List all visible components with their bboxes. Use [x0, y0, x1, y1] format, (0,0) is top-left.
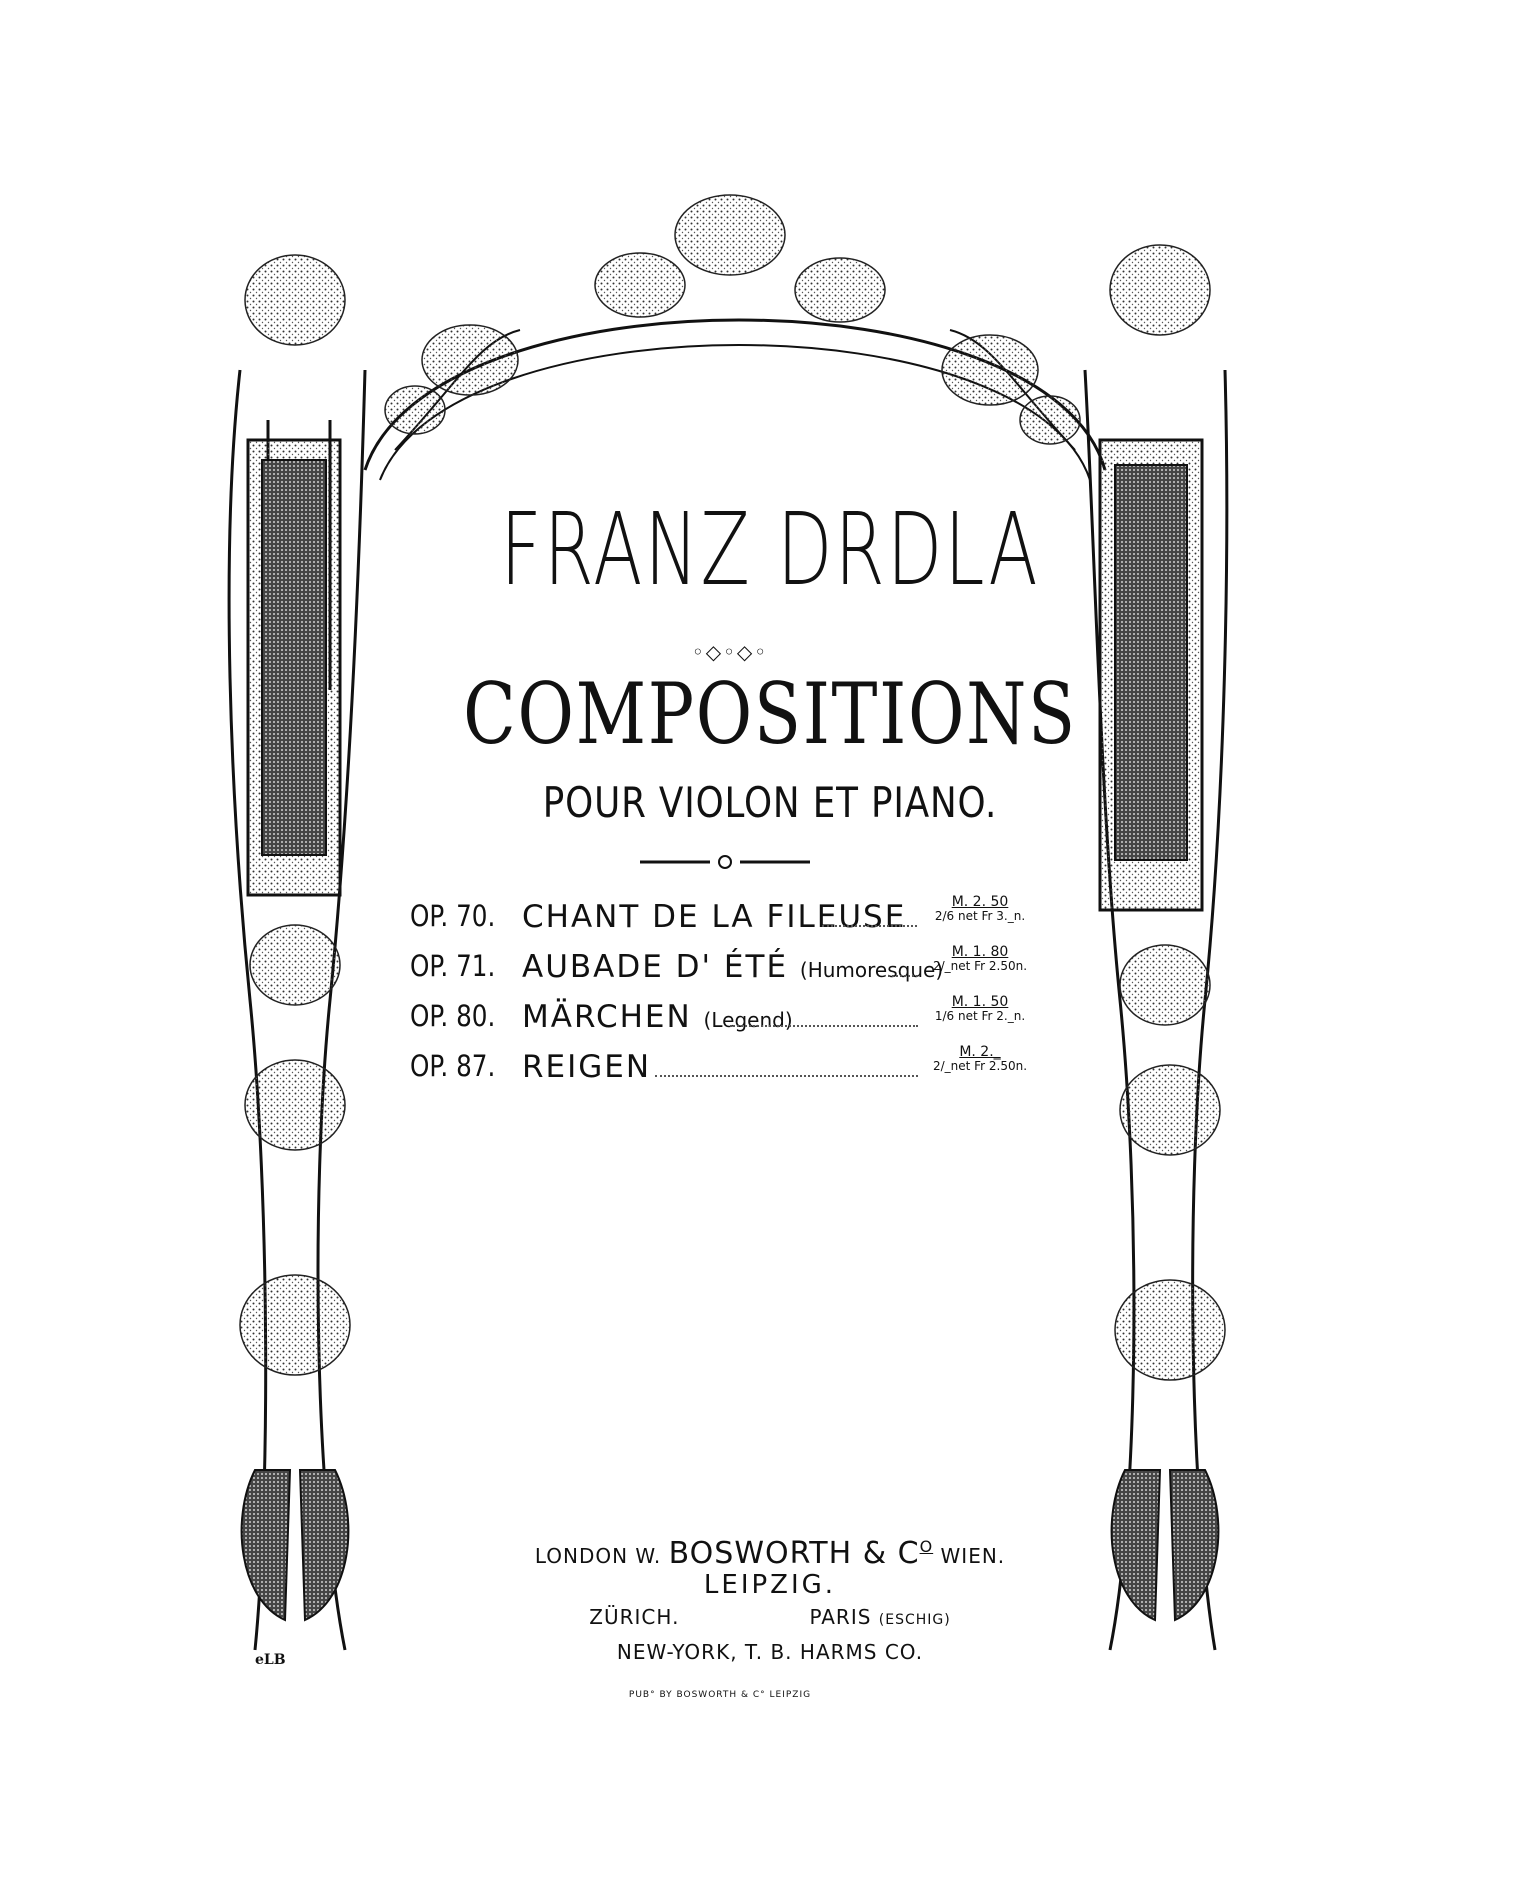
heading: COMPOSITIONS	[463, 665, 1077, 763]
leader-dots	[888, 963, 918, 977]
works-list	[410, 895, 1050, 1095]
work-price	[925, 945, 1035, 972]
opus-number: OP. 71.	[410, 949, 496, 983]
price-mark: M. 2._	[959, 1044, 1001, 1060]
publisher-zurich: ZÜRICH.	[589, 1605, 680, 1629]
left-landscape-image	[262, 460, 326, 855]
right-landscape-image	[1115, 465, 1187, 860]
work-title-text: AUBADE D' ÉTÉ	[522, 949, 789, 985]
list-item	[410, 995, 1050, 1045]
publisher-leipzig: LEIPZIG.	[703, 1570, 837, 1600]
work-title: CHANT DE LA FILEUSE	[522, 899, 907, 935]
publisher-wien: WIEN.	[940, 1544, 1006, 1568]
publisher-paris-note: (ESCHIG)	[878, 1612, 951, 1628]
work-note: (Legend)	[703, 1008, 793, 1032]
imprint: PUB° BY BOSWORTH & C° LEIPZIG	[628, 1690, 812, 1700]
publisher-cities	[380, 1605, 1160, 1629]
publisher-newyork: NEW-YORK, T. B. HARMS CO.	[616, 1640, 924, 1664]
price-mark: M. 1. 50	[951, 994, 1009, 1010]
publisher-name-text: BOSWORTH & C	[668, 1536, 920, 1571]
work-title-text: MÄRCHEN	[522, 999, 692, 1035]
composer-name: FRANZ DRDLA	[500, 491, 1040, 608]
price-mark: M. 2. 50	[951, 894, 1009, 910]
work-price	[925, 995, 1035, 1022]
leader-dots	[655, 1063, 918, 1077]
leader-dots	[822, 913, 917, 927]
work-note: (Humoresque)	[799, 958, 944, 982]
publisher-name	[669, 1536, 934, 1571]
price-net: 2/_net Fr 2.50n.	[932, 958, 1028, 973]
price-net: 1/6 net Fr 2._n.	[934, 1008, 1026, 1023]
opus-number: OP. 80.	[410, 999, 496, 1033]
work-title	[522, 949, 943, 985]
title-ornament: ◦◇◦◇◦	[691, 640, 769, 664]
opus-number: OP. 70.	[410, 899, 496, 933]
publisher-paris: PARIS	[809, 1605, 872, 1629]
list-item	[410, 945, 1050, 995]
artist-monogram: eLB	[255, 1652, 286, 1668]
separator-ornament	[640, 852, 810, 872]
price-net: 2/6 net Fr 3._n.	[934, 908, 1026, 923]
leader-dots	[730, 1013, 918, 1027]
publisher-line	[380, 1536, 1160, 1571]
work-price	[925, 1045, 1035, 1072]
opus-number: OP. 87.	[410, 1049, 496, 1083]
price-mark: M. 1. 80	[951, 944, 1009, 960]
left-thorn-ornament	[242, 1470, 349, 1620]
work-title: REIGEN	[522, 1049, 652, 1085]
work-price	[925, 895, 1035, 922]
publisher-name-sup: O	[919, 1537, 934, 1556]
list-item	[410, 895, 1050, 945]
list-item	[410, 1045, 1050, 1095]
instrumentation: POUR VIOLON ET PIANO.	[542, 778, 998, 827]
publisher-london: LONDON W.	[534, 1544, 662, 1568]
price-net: 2/_net Fr 2.50n.	[932, 1058, 1028, 1073]
